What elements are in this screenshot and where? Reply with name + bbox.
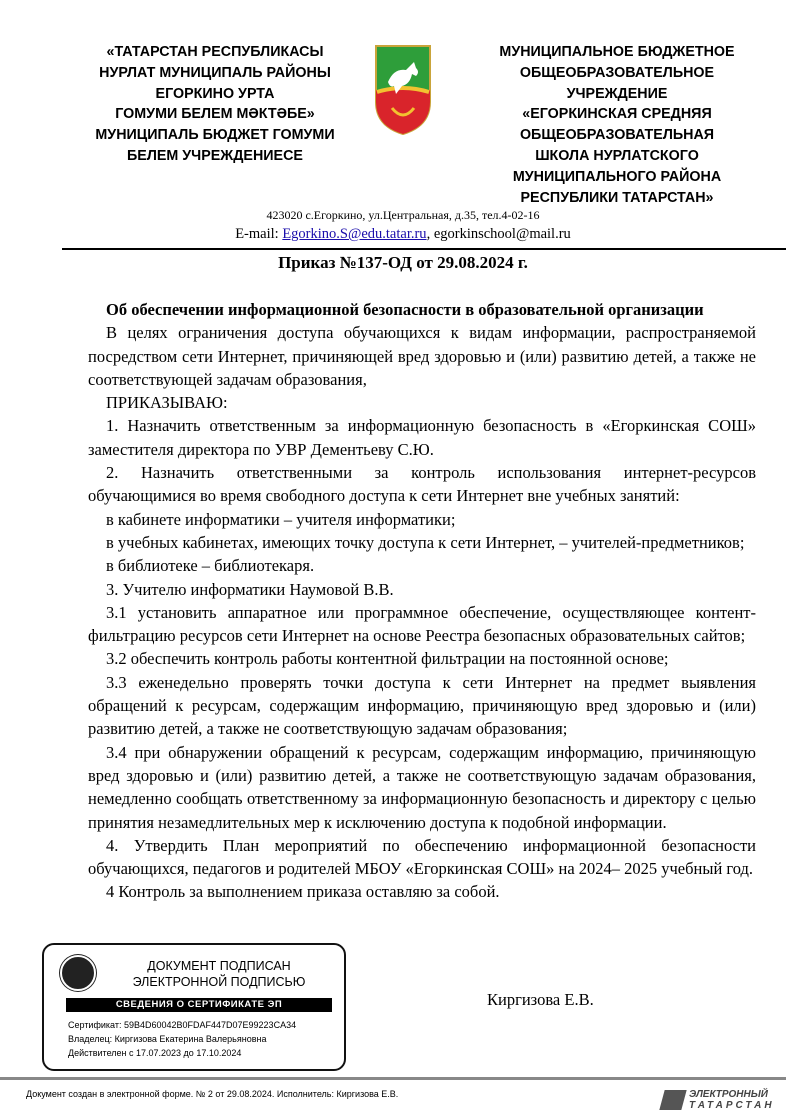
header-right-russian [458, 42, 776, 208]
paragraph: 1. Назначить ответственным за информационную безопасность в «Егоркинская СОШ» заместителя директора по УВР Дементьеву С.Ю. [88, 416, 756, 459]
paragraph: в кабинете информатики – учителя информатики; [106, 509, 456, 529]
paragraph: 2. Назначить ответственными за контроль использования интернет-ресурсов обучающимися во время свободного доступа к сети Интернет вне учебных занятий: [88, 463, 756, 506]
paragraph: 3.3 еженедельно проверять точки доступа к сети Интернет на предмет выявления обращений к ресурсам, содержащим информацию, причиняющую вред здоровью и (или) развитию детей, а также не соответствующую задачам образования; [88, 672, 756, 739]
signature-name: Киргизова Е.В. [487, 990, 594, 1009]
header-left-tatar [60, 42, 370, 167]
paragraph: 3.1 установить аппаратное или программное обеспечение, осуществляющее контент-фильтрацию ресурсов сети Интернет на основе Реестра безопасных образовательных сайтов; [88, 602, 756, 646]
paragraph: 4. Утвердить План мероприятий по обеспечению информационной безопасности обучающихся, педагогов и родителей МБОУ «Егоркинская СОШ» на 2024– 2025 учебный год. [88, 835, 756, 879]
footer-divider [0, 1077, 786, 1080]
logo-mark-icon [659, 1090, 686, 1110]
header-divider [62, 248, 786, 250]
header-line: БЕЛЕМ УЧРЕЖДЕНИЕСЕ [127, 147, 303, 164]
email-line [0, 226, 786, 243]
stamp-owner: Владелец: Киргизова Екатерина Валерьяновна [68, 1034, 267, 1044]
paragraph: в учебных кабинетах, имеющих точку доступа к сети Интернет, – учителей-предметников; [106, 532, 745, 552]
paragraph: 3. Учителю информатики Наумовой В.В. [106, 579, 394, 599]
paragraph: 3.4 при обнаружении обращений к ресурсам, содержащим информацию, причиняющую вред здоровью и (или) развитию детей, а также не соответствующую задачам образования, немедленно сообщать ответственному за информационную безопасность и директору с целью принятия незамедлительных мер к исключению доступа к подобной информации. [88, 742, 756, 832]
header-line: НУРЛАТ МУНИЦИПАЛЬ РАЙОНЫ [99, 64, 331, 81]
e-signature-stamp [42, 943, 346, 1071]
email-link[interactable]: Egorkino.S@edu.tatar.ru [282, 226, 427, 242]
footer-text: Документ создан в электронной форме. № 2 от 29.08.2024. Исполнитель: Киргизова Е.В. [26, 1089, 399, 1099]
paragraph: 3.2 обеспечить контроль работы контентной фильтрации на постоянной основе; [106, 649, 669, 669]
header-line: ШКОЛА НУРЛАТСКОГО [535, 147, 699, 164]
header-line: ОБЩЕОБРАЗОВАТЕЛЬНОЕ [519, 64, 715, 81]
header-line: МУНИЦИПАЛЬ БЮДЖЕТ ГОМУМИ [95, 127, 335, 144]
electronic-tatarstan-logo: ЭЛЕКТРОННЫЙ ТАТАРСТАН [662, 1088, 772, 1114]
header-line: ГОМУМИ БЕЛЕМ МӘКТӘБЕ» [115, 106, 315, 123]
header-line: РЕСПУБЛИКИ ТАТАРСТАН» [520, 189, 714, 206]
tatarstan-seal-icon [60, 955, 96, 991]
paragraph: В целях ограничения доступа обучающихся к видам информации, распространяемой посредством сети Интернет, причиняющей вред здоровью и (или) развитию детей, а также не соответствующей задачам образования, [88, 323, 756, 389]
stamp-certificate: Сертификат: 59B4D60042B0FDAF447D07E99223CA34 [68, 1020, 297, 1030]
stamp-validity: Действителен с 17.07.2023 до 17.10.2024 [68, 1048, 242, 1058]
order-subject: Об обеспечении информационной безопасности в образовательной организации [106, 300, 704, 319]
paragraph: ПРИКАЗЫВАЮ: [106, 393, 228, 413]
header-line: МУНИЦИПАЛЬНОЕ БЮДЖЕТНОЕ [499, 44, 735, 60]
address: 423020 с.Егоркино, ул.Центральная, д.35, тел.4-02-16 [266, 208, 540, 222]
header-line: ОБЩЕОБРАЗОВАТЕЛЬНАЯ [519, 127, 715, 144]
header-line: ЕГОРКИНО УРТА [155, 85, 275, 102]
stamp-title: ДОКУМЕНТ ПОДПИСАН ЭЛЕКТРОННОЙ ПОДПИСЬЮ [132, 959, 306, 989]
order-body [88, 298, 756, 904]
header-line: УЧРЕЖДЕНИЕ [566, 85, 668, 102]
email-label: E-mail: [235, 226, 283, 242]
stamp-cert-header: СВЕДЕНИЯ О СЕРТИФИКАТЕ ЭП [66, 998, 332, 1012]
paragraph: 4 Контроль за выполнением приказа оставляю за собой. [106, 882, 500, 902]
header-line: «ЕГОРКИНСКАЯ СРЕДНЯЯ [522, 106, 712, 123]
order-title: Приказ №137-ОД от 29.08.2024 г. [278, 253, 528, 272]
paragraph: в библиотеке – библиотекаря. [106, 556, 315, 576]
email-secondary: , egorkinschool@mail.ru [426, 226, 571, 242]
header-line: «ТАТАРСТАН РЕСПУБЛИКАСЫ [106, 44, 324, 60]
header-line: МУНИЦИПАЛЬНОГО РАЙОНА [512, 168, 722, 185]
coat-of-arms-emblem [372, 42, 434, 136]
